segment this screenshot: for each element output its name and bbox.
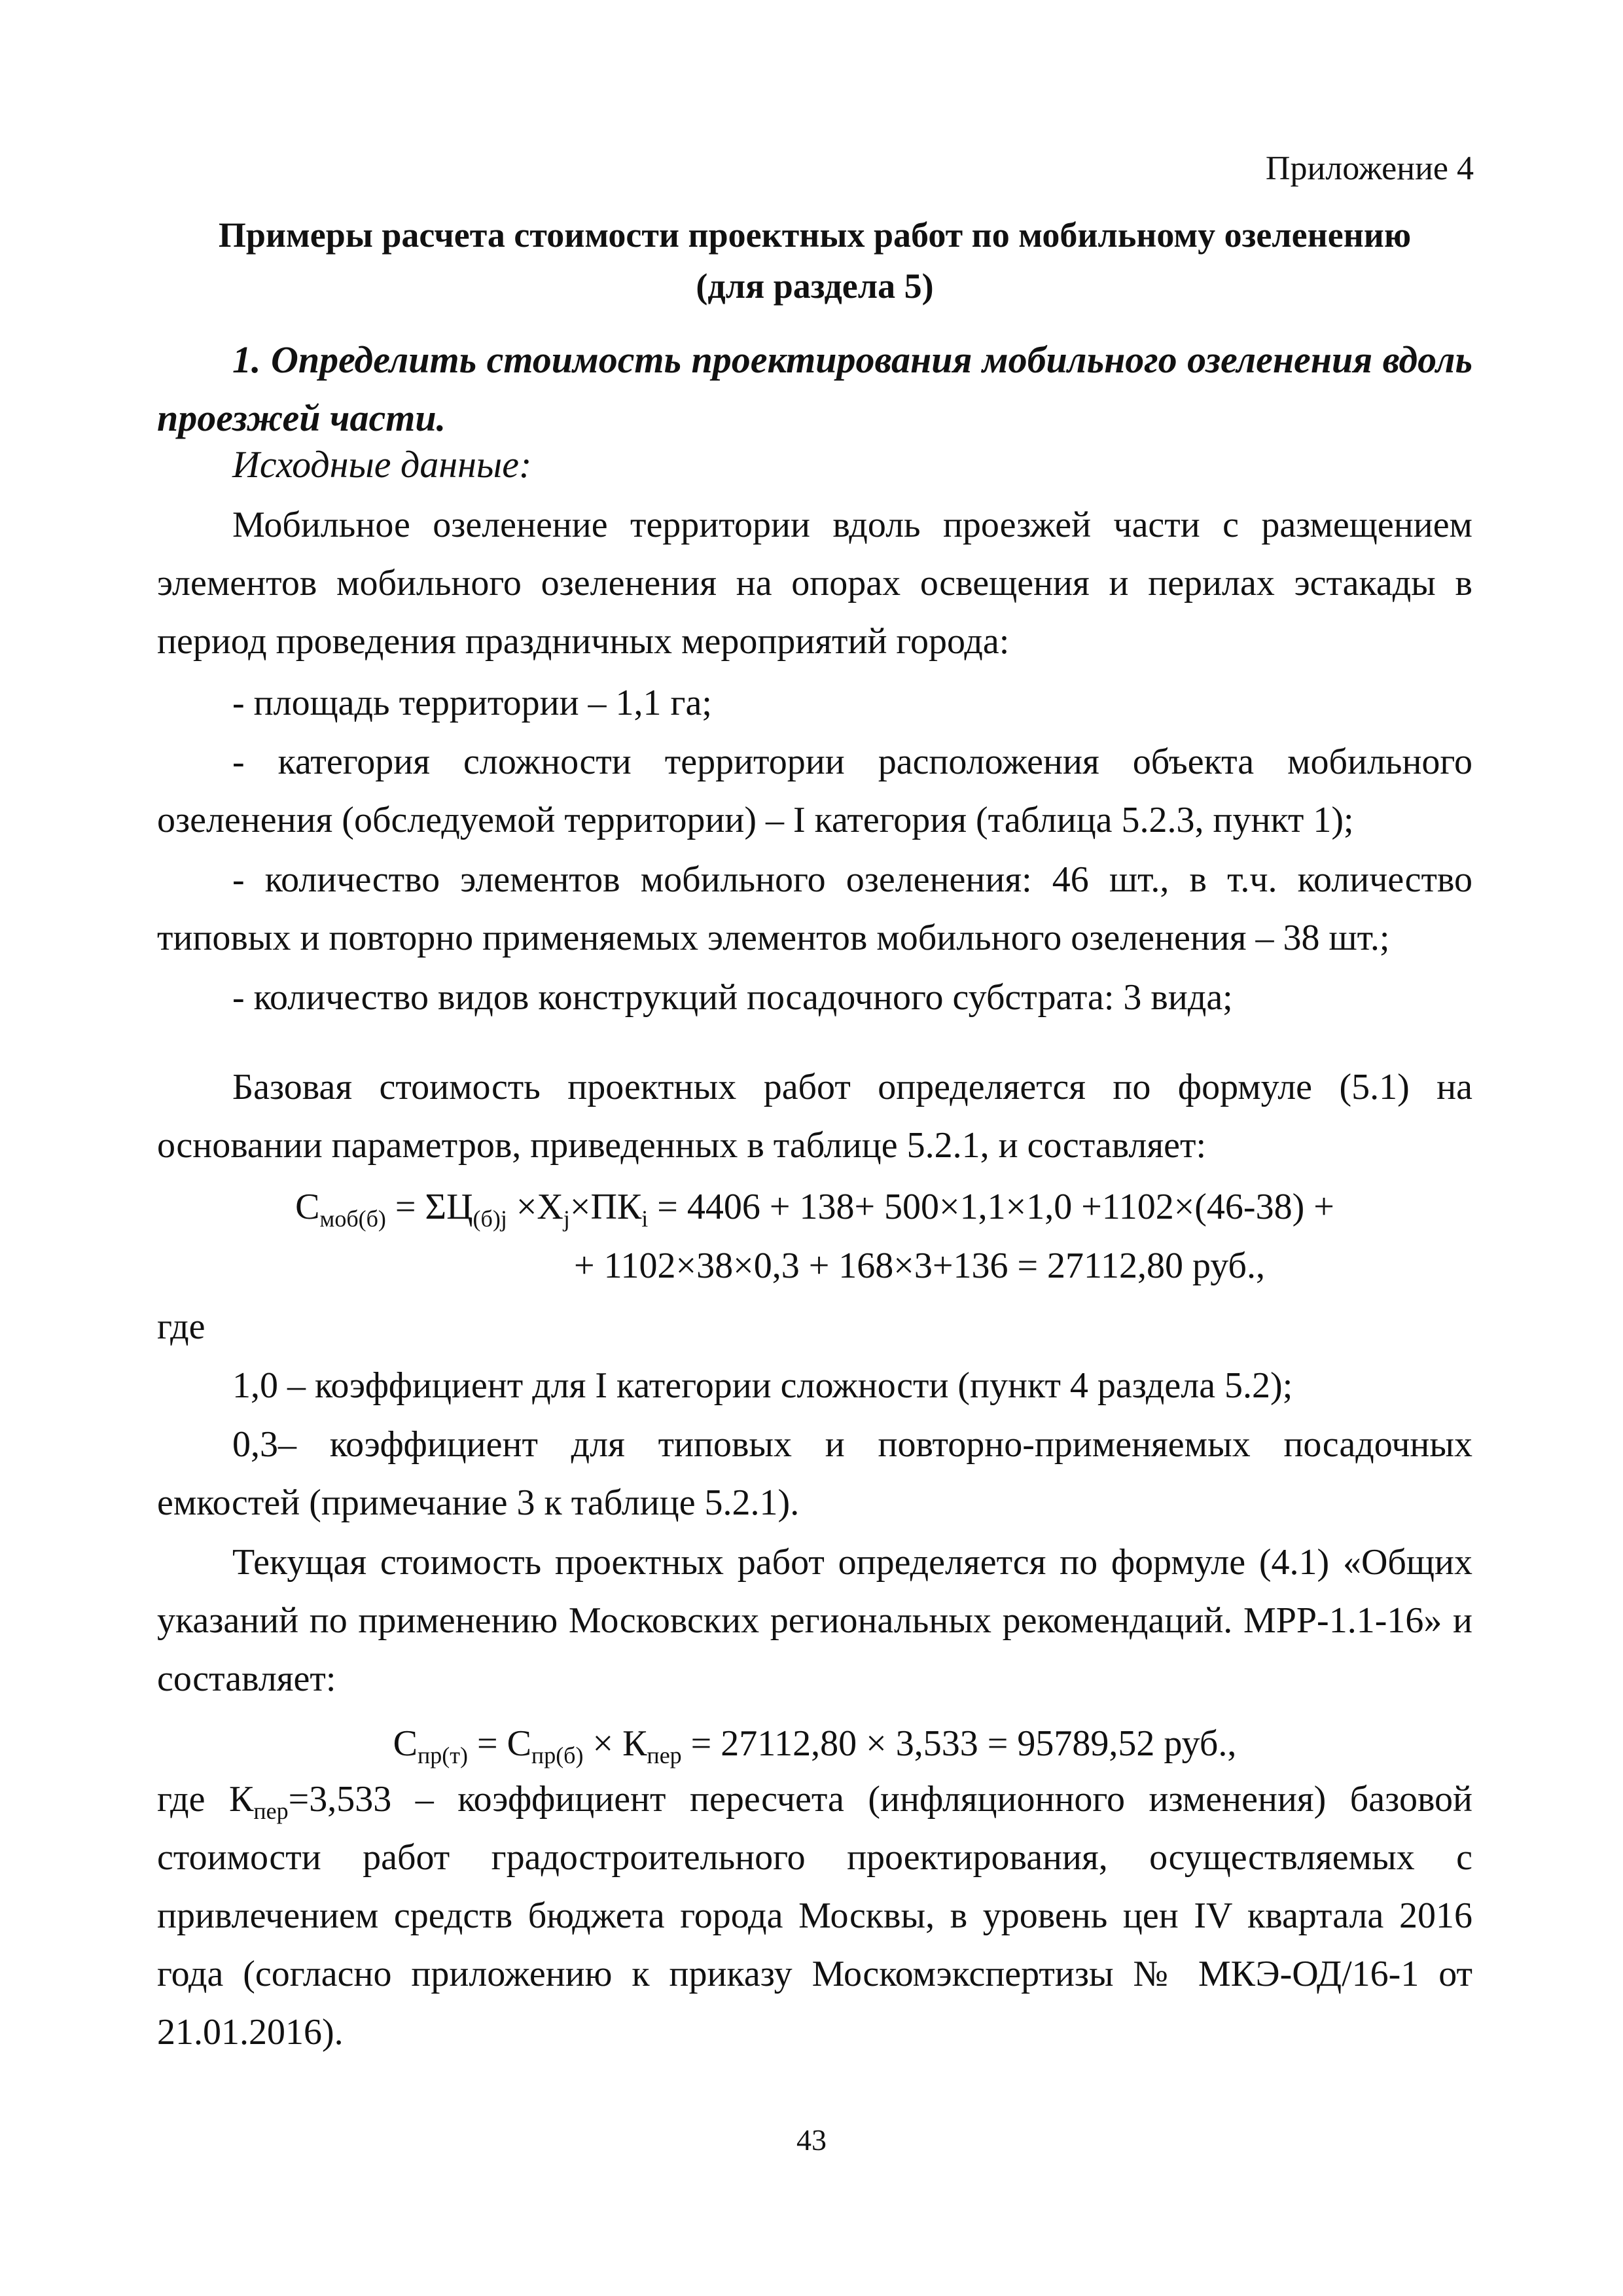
appendix-label: Приложение 4	[1265, 150, 1474, 187]
formula-current: $С_{пр(т)} = С_{пр(б)} \times К_{пер} = 27112,80 \times 3,533 = 95789,52$ руб.,	[393, 1723, 1237, 1768]
intro-paragraph: Мобильное озеленение территории вдоль проезжей части с размещением элементов мобильного озеленения на опорах освещения и перилах эстакады в период проведения праздничных мероприятий города:	[157, 505, 1472, 662]
list-item-category: - категория сложности территории расположения объекта мобильного озеленения (обследуемой территории) – I категория (таблица 5.2.3, пункт 1);	[157, 742, 1472, 840]
page-number: 43	[796, 2123, 827, 2157]
list-item-elements: - количество элементов мобильного озеленения: 46 шт., в т.ч. количество типовых и повторно применяемых элементов мобильного озеленения – 38 шт.;	[157, 859, 1472, 958]
page-title-line1: Примеры расчета стоимости проектных работ по мобильному озеленению	[218, 215, 1412, 255]
source-data-label: Исходные данные:	[232, 443, 532, 486]
page-title	[157, 209, 1472, 312]
section-heading: 1. Определить стоимость проектирования мобильного озеленения вдоль проезжей части.	[157, 338, 1472, 439]
formula-base-line1: $С_{моб(б)} = \Sigma Ц_{(б)j} \times Х_j\times ПК_i = 4406 + 138+ 500\times 1,1\times 1,0 +1102\times(46-38)$ +	[295, 1187, 1334, 1232]
where-label: где	[157, 1306, 205, 1347]
formula-base-line2: + 1102×38×0,3 + 168×3+136 = 27112,80 руб.,	[574, 1246, 1265, 1286]
base-cost-paragraph: Базовая стоимость проектных работ определяется по формуле (5.1) на основании параметров, приведенных в таблице 5.2.1, и составляет:	[157, 1067, 1472, 1166]
coefficient-2: 0,3– коэффициент для типовых и повторно-применяемых посадочных емкостей (примечание 3 к таблице 5.2.1).	[157, 1424, 1472, 1523]
coefficient-1: 1,0 – коэффициент для I категории сложности (пункт 4 раздела 5.2);	[232, 1365, 1293, 1406]
page-title-line2: (для раздела 5)	[696, 266, 934, 306]
current-cost-paragraph: Текущая стоимость проектных работ определяется по формуле (4.1) «Общих указаний по применению Московских региональных рекомендаций. МРР-1.1-16» и составляет:	[157, 1542, 1472, 1699]
list-item-substrate: - количество видов конструкций посадочного субстрата: 3 вида;	[232, 977, 1233, 1018]
final-paragraph: где $К_{пер}=3,533$ – коэффициент пересчета (инфляционного изменения) базовой стоимости работ градостроительного проектирования, осуществляемых с привлечением средств бюджета города Москвы, в уровень цен IV квартала 2016 года (согласно приложению к приказу Москомэкспертизы № МКЭ-ОД/16-1 от 21.01.2016).	[157, 1779, 1472, 2053]
list-item-area: - площадь территории – 1,1 га;	[232, 683, 712, 723]
